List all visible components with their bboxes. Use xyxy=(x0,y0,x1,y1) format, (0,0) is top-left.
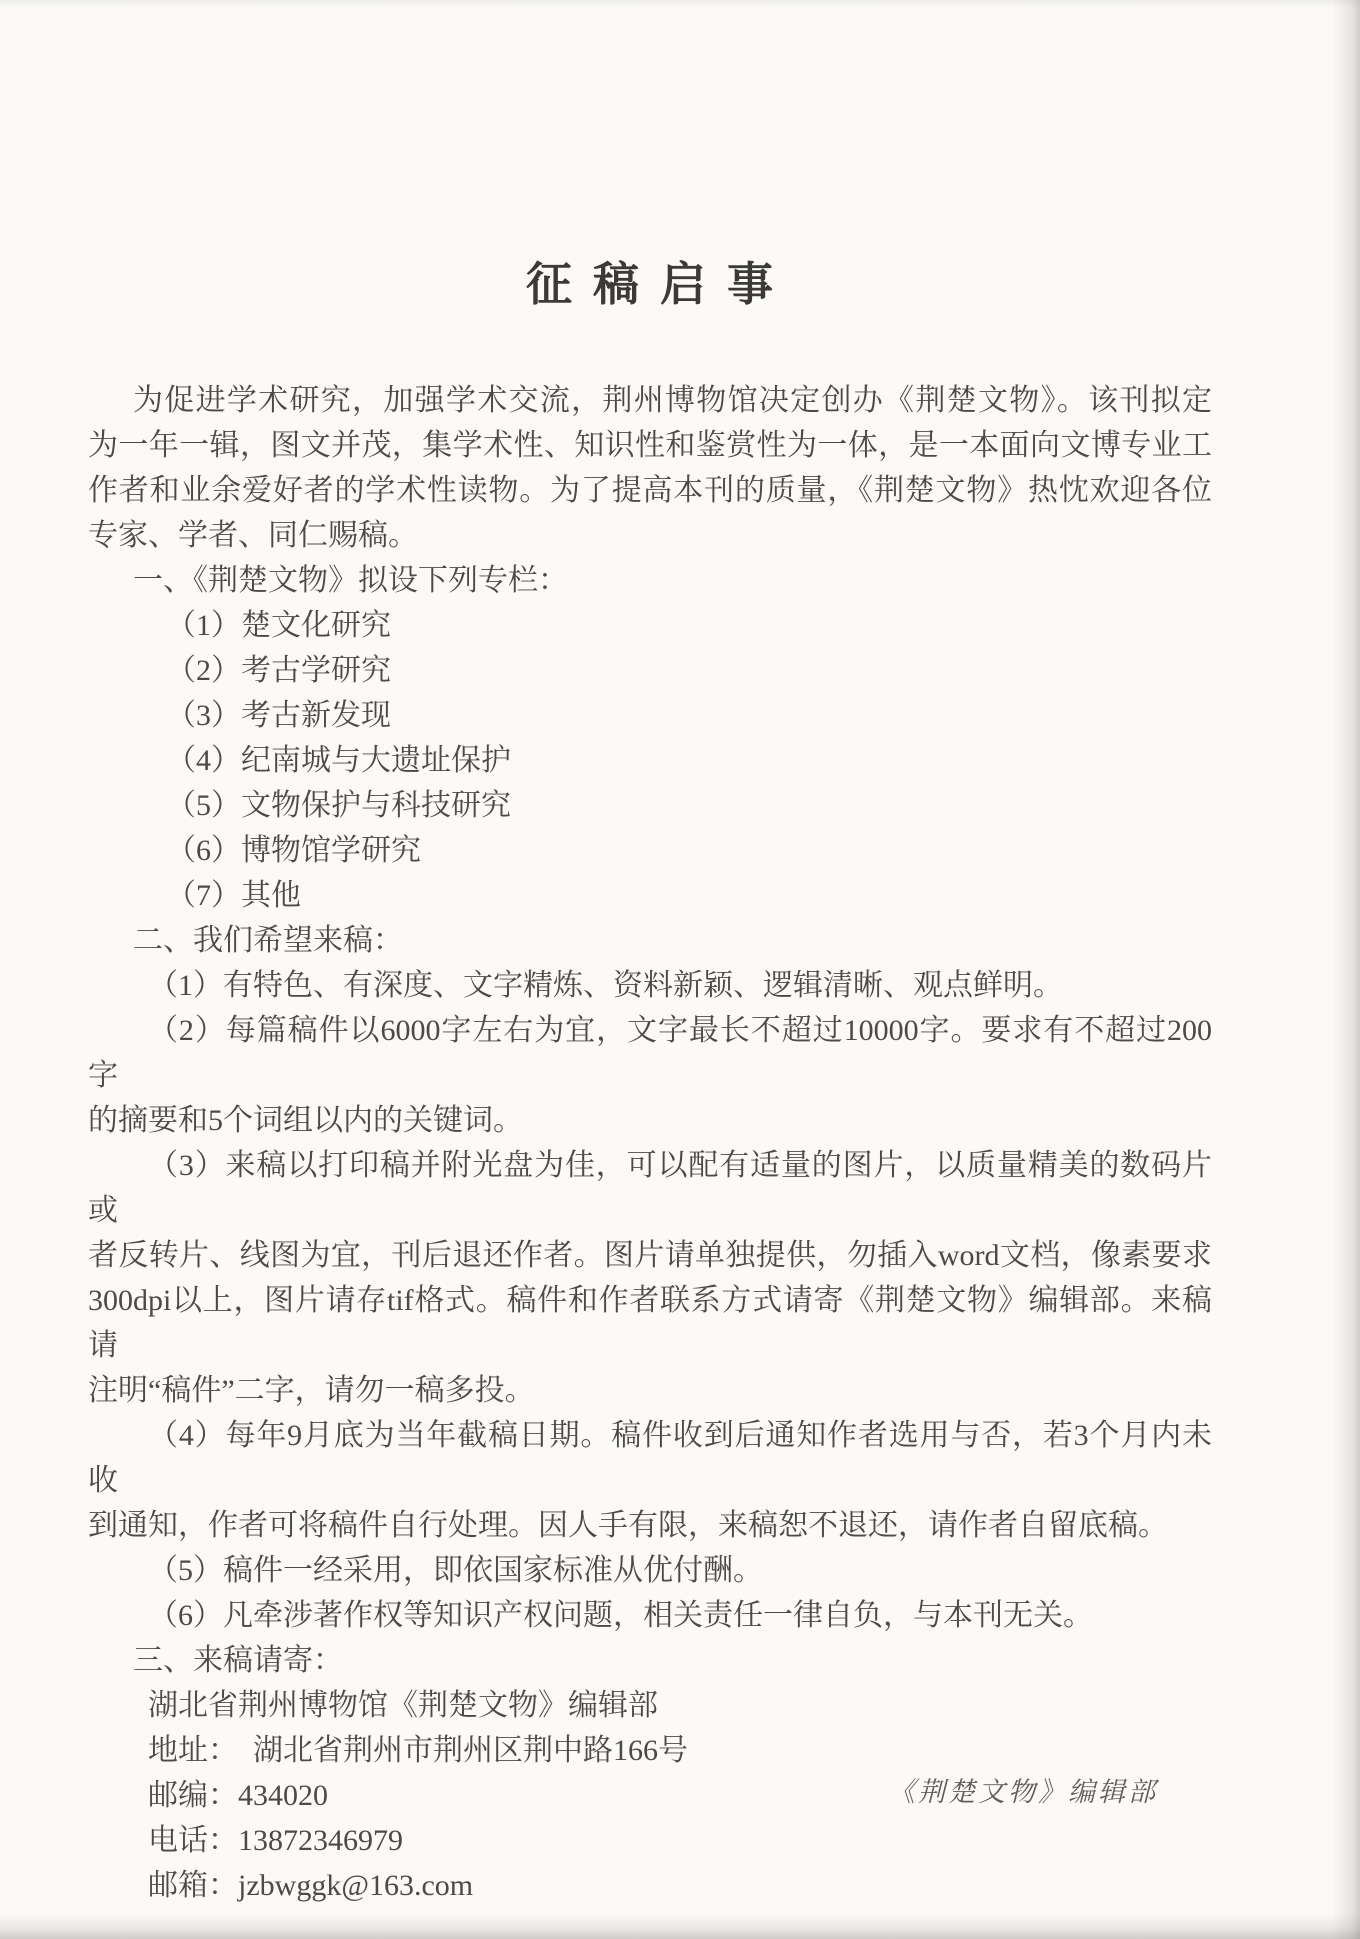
text-line: （1）楚文化研究 xyxy=(166,609,391,642)
text-line: 专家、学者、同仁赐稿。 xyxy=(88,519,418,552)
text-line: 湖北省荆州博物馆《荆楚文物》编辑部 xyxy=(148,1689,658,1722)
text-line: （1）有特色、有深度、文字精炼、资料新颖、逻辑清晰、观点鲜明。 xyxy=(148,969,1063,1002)
scan-edge-right xyxy=(1332,0,1360,1939)
scan-edge-bottom xyxy=(0,1913,1360,1939)
text-line: （3）来稿以打印稿并附光盘为佳，可以配有适量的图片，以质量精美的数码片或 xyxy=(88,1149,1212,1227)
text-line: 邮编：434020 xyxy=(148,1779,328,1812)
text-line: 者反转片、线图为宜，刊后退还作者。图片请单独提供，勿插入word文档，像素要求 xyxy=(88,1239,1212,1272)
text-line: （6）博物馆学研究 xyxy=(166,834,421,867)
text-line: （5）文物保护与科技研究 xyxy=(166,789,511,822)
text-line: 作者和业余爱好者的学术性读物。为了提高本刊的质量，《荆楚文物》热忱欢迎各位 xyxy=(88,474,1212,507)
text-line: 电话：13872346979 xyxy=(148,1824,403,1857)
text-line: 为一年一辑，图文并茂，集学术性、知识性和鉴赏性为一体，是一本面向文博专业工 xyxy=(88,429,1212,462)
page-title: 征稿启事 xyxy=(526,259,794,310)
text-line: 邮箱：jzbwggk@163.com xyxy=(148,1869,474,1902)
text-line: 一、《荆楚文物》拟设下列专栏： xyxy=(133,564,568,597)
text-line: 注明“稿件”二字，请勿一稿多投。 xyxy=(88,1374,535,1407)
text-line: 地址： 湖北省荆州市荆州区荆中路166号 xyxy=(148,1734,688,1767)
scan-edge-top xyxy=(0,0,1360,8)
text-line: 三、来稿请寄： xyxy=(133,1644,343,1677)
editorial-signature: 《荆楚文物》编辑部 xyxy=(888,1777,1158,1807)
text-line: （7）其他 xyxy=(166,879,301,912)
text-line: （2）每篇稿件以6000字左右为宜，文字最长不超过10000字。要求有不超过200字 xyxy=(88,1014,1212,1092)
text-line: （5）稿件一经采用，即依国家标准从优付酬。 xyxy=(148,1554,763,1587)
text-line: （6）凡牵涉著作权等知识产权问题，相关责任一律自负，与本刊无关。 xyxy=(148,1599,1093,1632)
text-line: 到通知，作者可将稿件自行处理。因人手有限，来稿恕不退还，请作者自留底稿。 xyxy=(88,1509,1168,1542)
text-line: （2）考古学研究 xyxy=(166,654,391,687)
document-lines xyxy=(88,378,1212,1908)
text-line: 的摘要和5个词组以内的关键词。 xyxy=(88,1104,523,1137)
text-line: 300dpi以上，图片请存tif格式。稿件和作者联系方式请寄《荆楚文物》编辑部。来稿请 xyxy=(88,1284,1212,1362)
text-line: （3）考古新发现 xyxy=(166,699,391,732)
text-line: （4）每年9月底为当年截稿日期。稿件收到后通知作者选用与否，若3个月内未收 xyxy=(88,1419,1212,1497)
text-line: 为促进学术研究，加强学术交流，荆州博物馆决定创办《荆楚文物》。该刊拟定 xyxy=(133,384,1212,417)
text-line: （4）纪南城与大遗址保护 xyxy=(166,744,511,777)
text-line: 二、我们希望来稿： xyxy=(133,924,403,957)
